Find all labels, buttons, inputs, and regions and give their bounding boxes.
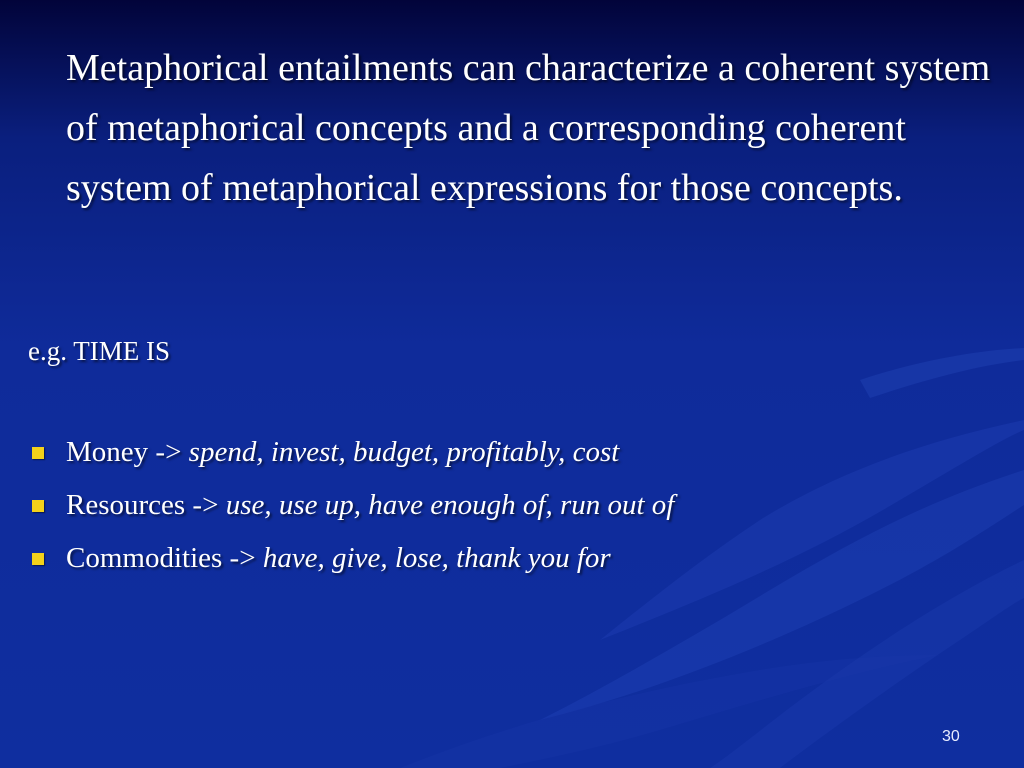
slide-heading: Metaphorical entailments can characterize a coherent system of metaphorical concepts and a corresponding coherent system of metaphorical expressions for those concepts.: [66, 47, 991, 209]
yellow-square-bullet-icon: [32, 553, 44, 565]
slide-number: 30: [942, 728, 960, 745]
bullet-item-resources: [30, 483, 674, 536]
bullet-examples: spend, invest, budget, profitably, cost: [188, 436, 620, 468]
bullet-examples: have, give, lose, thank you for: [262, 542, 611, 574]
bullet-term: Money ->: [66, 436, 189, 468]
bullet-item-commodities: [30, 536, 674, 589]
bullet-item-money: [30, 430, 674, 483]
bullet-examples: use, use up, have enough of, run out of: [225, 489, 675, 521]
yellow-square-bullet-icon: [32, 500, 44, 512]
bullet-term: Resources ->: [66, 489, 226, 521]
example-intro: e.g. TIME IS: [28, 336, 170, 366]
yellow-square-bullet-icon: [32, 447, 44, 459]
bullet-term: Commodities ->: [66, 542, 263, 574]
bullet-list: [30, 430, 674, 589]
